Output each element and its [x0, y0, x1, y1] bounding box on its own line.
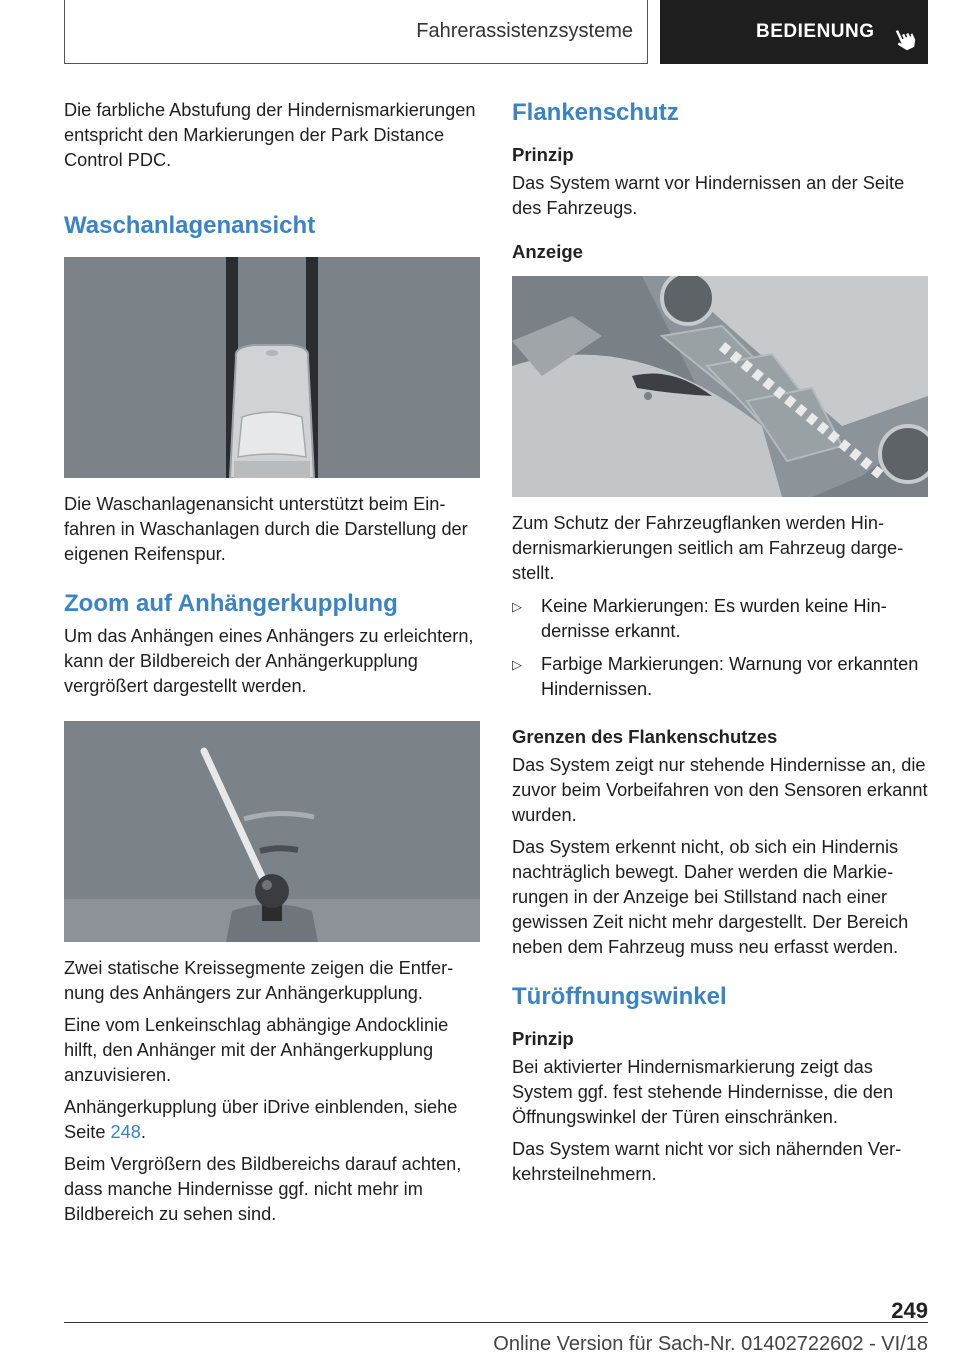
hand-pointer-icon: [894, 26, 916, 52]
limits-paragraph-1: Das System zeigt nur stehende Hindernisse an, die zuvor beim Vorbeifahren von den Sensoren erkannt wurden.: [512, 755, 928, 825]
page-header: [64, 0, 928, 64]
principle-paragraph: Das System warnt vor Hindernissen an der Seite des Fahrzeugs.: [512, 173, 905, 218]
hitch-zoom-image: [64, 721, 480, 942]
wash-heading: Waschanlagenansicht: [64, 212, 316, 239]
wash-caption: Die Waschanlagenansicht unterstützt beim Einfahren in Waschanlagen durch die Darstellung der eigenen Reifenspur.: [64, 494, 468, 564]
list-item: ▷ Farbige Markierungen: Warnung vor erkannten Hindernissen.: [512, 652, 928, 702]
warning-paragraph: Beim Vergrößern des Bildbereichs darauf achten, dass manche Hindernisse ggf. nicht mehr im Bildbereich zu sehen sind.: [64, 1154, 462, 1224]
flank-protection-image: [512, 276, 928, 497]
list-item: ▷ Keine Markierungen: Es wurden keine Hindernisse erkannt.: [512, 594, 928, 644]
page-number: 249: [891, 1298, 928, 1323]
idrive-end: .: [140, 1122, 146, 1142]
docking-paragraph: Eine vom Lenkeinschlag abhängige Andocklinie hilft, den Anhänger mit der Anhängerkupplung anzuvisieren.: [64, 1015, 449, 1085]
idrive-paragraph: [64, 1095, 480, 1145]
zoom-heading: Zoom auf Anhängerkupplung: [64, 590, 398, 617]
left-column: [64, 98, 480, 1234]
chapter-tab: [660, 0, 928, 64]
limits-paragraph-2: Das System erkennt nicht, ob sich ein Hindernis nachträglich bewegt. Daher werden die Markierungen in der Anzeige bei Stillstand nach einer gewissen Zeit nicht mehr dargestellt. Der Bereich neben dem Fahrzeug muss neu erfasst werden.: [512, 837, 909, 957]
door-heading: Türöffnungswinkel: [512, 983, 727, 1010]
door-paragraph-2: Das System warnt nicht vor sich nähernden Verkehrsteilnehmern.: [512, 1139, 902, 1184]
section-title: Fahrerassistenzsysteme: [64, 0, 648, 64]
zoom-caption: Zwei statische Kreissegmente zeigen die Entfernung des Anhängers zur Anhängerkupplung.: [64, 958, 454, 1003]
chapter-title: BEDIENUNG: [756, 21, 875, 42]
display-heading: Anzeige: [512, 241, 583, 262]
principle-heading: Prinzip: [512, 144, 574, 165]
marking-list: [512, 594, 928, 702]
online-version-text: Online Version für Sach-Nr. 01402722602 - VI/18: [493, 1333, 928, 1355]
flank-heading: Flankenschutz: [512, 99, 679, 126]
display-caption: Zum Schutz der Fahrzeugflanken werden Hindernismarkierungen seitlich am Fahrzeug dargestellt.: [512, 513, 904, 583]
right-column: [512, 98, 928, 1194]
limits-heading: Grenzen des Flankenschutzes: [512, 726, 778, 747]
page-link-248[interactable]: 248: [110, 1122, 141, 1142]
footer-rule: [64, 1322, 928, 1323]
wash-view-image: [64, 257, 480, 478]
intro-paragraph: Die farbliche Abstufung der Hindernismarkierungen entspricht den Markierungen der Park Distance Control PDC.: [64, 100, 476, 170]
idrive-text: Anhängerkupplung über iDrive einblenden, siehe Seite: [64, 1097, 458, 1142]
zoom-paragraph: Um das Anhängen eines Anhängers zu erleichtern, kann der Bildbereich der Anhängerkupplung vergrößert dargestellt werden.: [64, 626, 474, 696]
door-principle-heading: Prinzip: [512, 1028, 574, 1049]
door-paragraph-1: Bei aktivierter Hindernismarkierung zeigt das System ggf. fest stehende Hindernisse, die den Öffnungswinkel der Türen einschränken.: [512, 1057, 894, 1127]
